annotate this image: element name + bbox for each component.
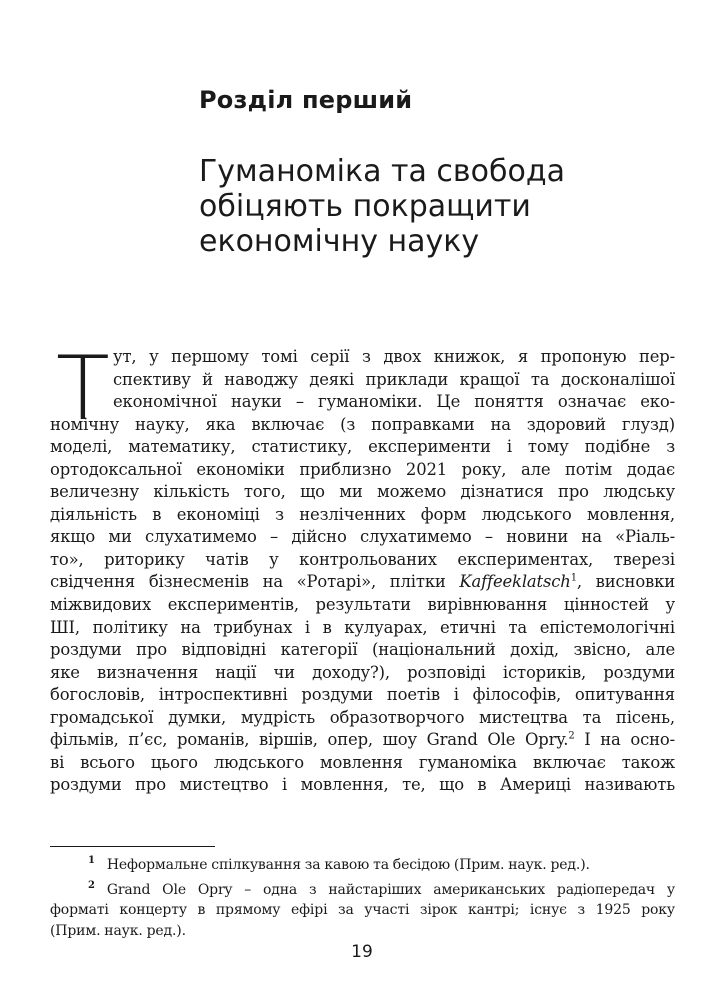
body-line: якщо ми слухатимемо – дійсно слухатимемо – новини на «Ріаль- (50, 527, 675, 547)
chapter-title (199, 154, 679, 259)
body-line: моделі, математику, статистику, експерименти і тому подібне з (50, 437, 675, 457)
page-number: 19 (351, 942, 373, 962)
italic-term: Kaffeeklatsch (459, 572, 571, 592)
body-line: ортодоксальної економіки приблизно 2021 року, але потім додає (50, 459, 675, 479)
footnote-line (50, 880, 675, 901)
body-line: роздуми про мистецтво і мовлення, те, що в Америці називають (50, 775, 675, 795)
drop-cap-letter: Т (56, 337, 110, 440)
body-line: номічну науку, яка включає (з поправками на здоровий глузд) (50, 414, 675, 434)
body-line (50, 571, 675, 594)
footnote-text: Grand Ole Opry – одна з найстаріших американських радіопередач у (106, 881, 675, 898)
footnote-number: 1 (88, 855, 95, 867)
chapter-title-line: економічну науку (199, 224, 480, 259)
body-line-text: , висновки (576, 572, 675, 592)
footnote-text: Неформальне спілкування за кавою та бесідою (Прим. наук. ред.). (106, 857, 590, 873)
body-line: громадської думки, мудрість образотворчого мистецтва та пісень, (50, 707, 675, 727)
chapter-title-line: обіцяють покращити (199, 189, 531, 224)
chapter-label: Розділ перший (199, 86, 413, 114)
body-line: величезну кількість того, що ми можемо дізнатися про людську (50, 482, 675, 502)
footnote-ref[interactable]: 2 (568, 730, 575, 742)
footnote-2 (50, 880, 675, 942)
body-line: ут, у першому томі серії з двох книжок, я пропоную пер- (113, 347, 675, 366)
footnote-line (50, 855, 675, 876)
body-paragraph (50, 337, 675, 797)
footnote-number: 2 (88, 879, 95, 891)
footnote-line: форматі концерту в прямому ефірі за участі зірок кантрі; існує з 1925 року (50, 902, 675, 918)
body-line: богословів, інтроспективні роздуми поетів і філософів, опитування (50, 685, 675, 705)
body-line: то», риторику чатів у контрольованих експериментах, тверезі (50, 549, 675, 569)
body-line: діяльність в економіці з незліченних форм людського мовлення, (50, 504, 675, 524)
footnote-line: (Прим. наук. ред.). (50, 922, 186, 939)
body-line: економічної науки – гуманоміки. Це поняття означає еко- (113, 392, 675, 412)
footnotes (50, 855, 675, 945)
body-line: спективу й наводжу деякі приклади кращої та досконалішої (113, 369, 675, 389)
footnote-ref[interactable]: 1 (570, 573, 577, 584)
body-line-text: фільмів, п’єс, романів, віршів, опер, шоу Grand Ole Opry. (50, 730, 569, 750)
body-line: яке визначення нації чи доходу?), розповіді істориків, роздуми (50, 662, 675, 682)
chapter-title-line: Гуманоміка та свобода (199, 154, 565, 189)
footnote-divider (50, 846, 215, 847)
body-line: міжвидових експериментів, результати вирівнювання цінностей у (50, 595, 675, 615)
body-line-text: І на осно- (574, 730, 675, 750)
body-line: ві всього цього людського мовлення гуманоміка включає також (50, 752, 675, 772)
body-line-text: свідчення бізнесменів на «Ротарі», плітки (50, 572, 460, 592)
body-line: роздуми про відповідні категорії (національний дохід, звісно, але (50, 640, 675, 660)
body-line: ШІ, політику на трибунах і в кулуарах, етичні та епістемологічні (50, 617, 675, 637)
body-line (50, 729, 675, 752)
footnote-1 (50, 855, 675, 876)
